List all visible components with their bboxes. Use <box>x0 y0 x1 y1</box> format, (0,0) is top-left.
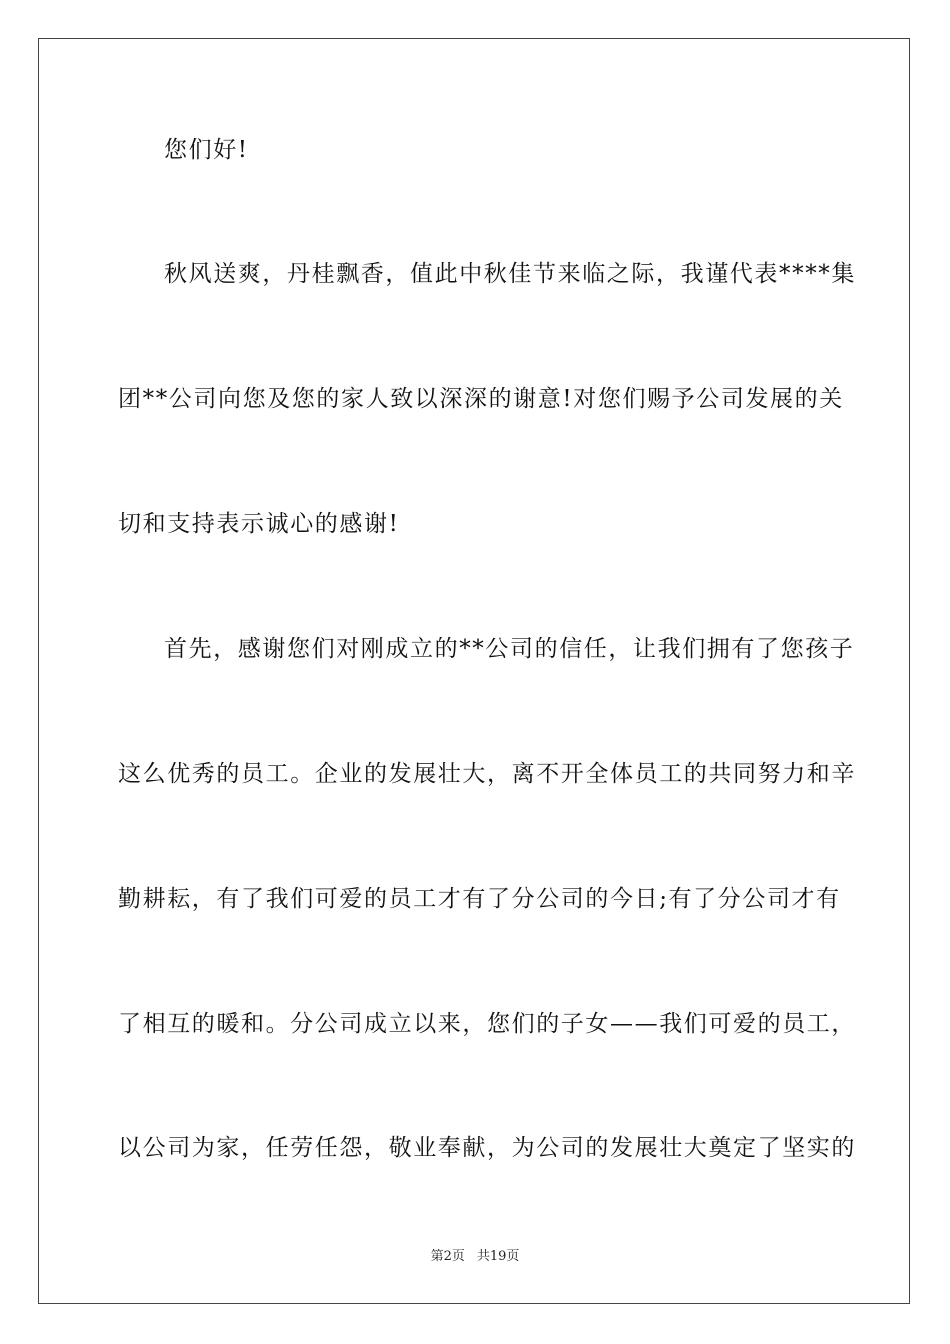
paragraph-line: 切和支持表示诚心的感谢! <box>118 511 400 537</box>
page-frame <box>38 38 910 1304</box>
paragraph-line: 秋风送爽，丹桂飘香，值此中秋佳节来临之际，我谨代表****集 <box>164 261 856 287</box>
page-number: 第2页 <box>430 1249 465 1264</box>
paragraph-line: 团**公司向您及您的家人致以深深的谢意!对您们赐予公司发展的关 <box>118 386 844 412</box>
page-total: 共19页 <box>476 1249 520 1264</box>
paragraph-line: 了相互的暖和。分公司成立以来，您们的子女——我们可爱的员工， <box>118 1011 856 1037</box>
paragraph-line: 首先，感谢您们对刚成立的**公司的信任，让我们拥有了您孩子 <box>164 636 855 662</box>
paragraph-line: 这么优秀的员工。企业的发展壮大，离不开全体员工的共同努力和辛 <box>118 761 856 787</box>
page-footer <box>0 1248 950 1266</box>
paragraph-line: 以公司为家，任劳任怨，敬业奉献，为公司的发展壮大奠定了坚实的 <box>118 1135 856 1161</box>
paragraph-line: 勤耕耘，有了我们可爱的员工才有了分公司的今日;有了分公司才有 <box>118 886 841 912</box>
greeting-line: 您们好! <box>164 137 249 163</box>
